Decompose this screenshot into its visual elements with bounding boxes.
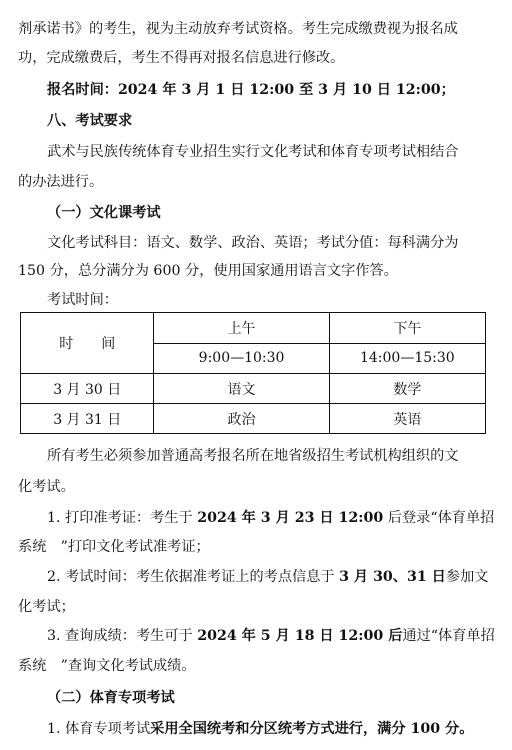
date-cell: 3 月 31 日: [21, 404, 154, 434]
list-item-text: 参加文: [445, 569, 489, 585]
list-item-text: 1. 体育专项考试: [47, 721, 151, 737]
list-item: [47, 626, 495, 646]
paragraph-line: 化考试。: [18, 479, 75, 495]
list-item-bold-text: 采用全国统考和分区统考方式进行，满分 100 分。: [150, 721, 474, 737]
afternoon-subject-cell: 数学: [329, 374, 485, 404]
exam-schedule-table: [20, 312, 486, 434]
registration-time: 报名时间：2024 年 3 月 1 日 12:00 至 3 月 10 日 12:00；: [47, 82, 455, 98]
table-row: [21, 374, 486, 404]
list-item-text: 1. 打印准考证：考生于: [47, 510, 198, 526]
table-row: [21, 404, 486, 434]
list-item-text: 后登录“体育单招: [383, 510, 495, 526]
morning-header-cell: 上午: [154, 313, 329, 344]
paragraph-line: 剂承诺书》的考生，视为主动放弃考试资格。考生完成缴费视为报名成: [18, 21, 458, 37]
list-item: [47, 719, 473, 739]
afternoon-hours-cell: 14:00—15:30: [329, 343, 485, 374]
paragraph-line: 文化考试科目：语文、数学、政治、英语；考试分值：每科满分为: [47, 235, 459, 251]
morning-subject-cell: 语文: [154, 374, 329, 404]
paragraph-line: 化考试；: [18, 599, 75, 615]
paragraph-line: 功，完成缴费后，考生不得再对报名信息进行修改。: [18, 50, 345, 66]
paragraph-line: 系统 ”查询文化考试成绩。: [18, 658, 196, 674]
paragraph-line: 的办法进行。: [18, 174, 104, 190]
morning-subject-cell: 政治: [154, 404, 329, 434]
paragraph-line: 武术与民族传统体育专业招生实行文化考试和体育专项考试相结合: [47, 144, 459, 160]
subsection-heading: （二）体育专项考试: [47, 690, 175, 706]
section-heading: 八、考试要求: [47, 113, 133, 129]
list-item-text: 通过“体育单招: [402, 628, 495, 644]
paragraph-line: 150 分，总分满分为 600 分，使用国家通用语言文字作答。: [18, 263, 398, 279]
list-item-bold-date: 2024 年 3 月 23 日 12:00: [197, 510, 384, 526]
paragraph-line: 所有考生必须参加普通高考报名所在地省级招生考试机构组织的文: [47, 448, 459, 464]
list-item: [47, 508, 494, 528]
list-item-bold-date: 3 月 30、31 日: [339, 569, 446, 585]
table-header-row: [21, 313, 486, 344]
list-item: [47, 567, 488, 587]
list-item-bold-date: 2024 年 5 月 18 日 12:00 后: [197, 628, 403, 644]
subsection-heading: （一）文化课考试: [47, 205, 161, 221]
afternoon-header-cell: 下午: [329, 313, 485, 344]
date-cell: 3 月 30 日: [21, 374, 154, 404]
exam-time-label: 考试时间：: [47, 292, 118, 308]
list-item-text: 2. 考试时间：考生依据准考证上的考点信息于: [47, 569, 340, 585]
afternoon-subject-cell: 英语: [329, 404, 485, 434]
morning-hours-cell: 9:00—10:30: [154, 343, 329, 374]
time-header-cell: 时 间: [21, 313, 154, 374]
paragraph-line: 系统 ”打印文化考试准考证；: [18, 539, 210, 555]
list-item-text: 3. 查询成绩：考生可于: [47, 628, 198, 644]
